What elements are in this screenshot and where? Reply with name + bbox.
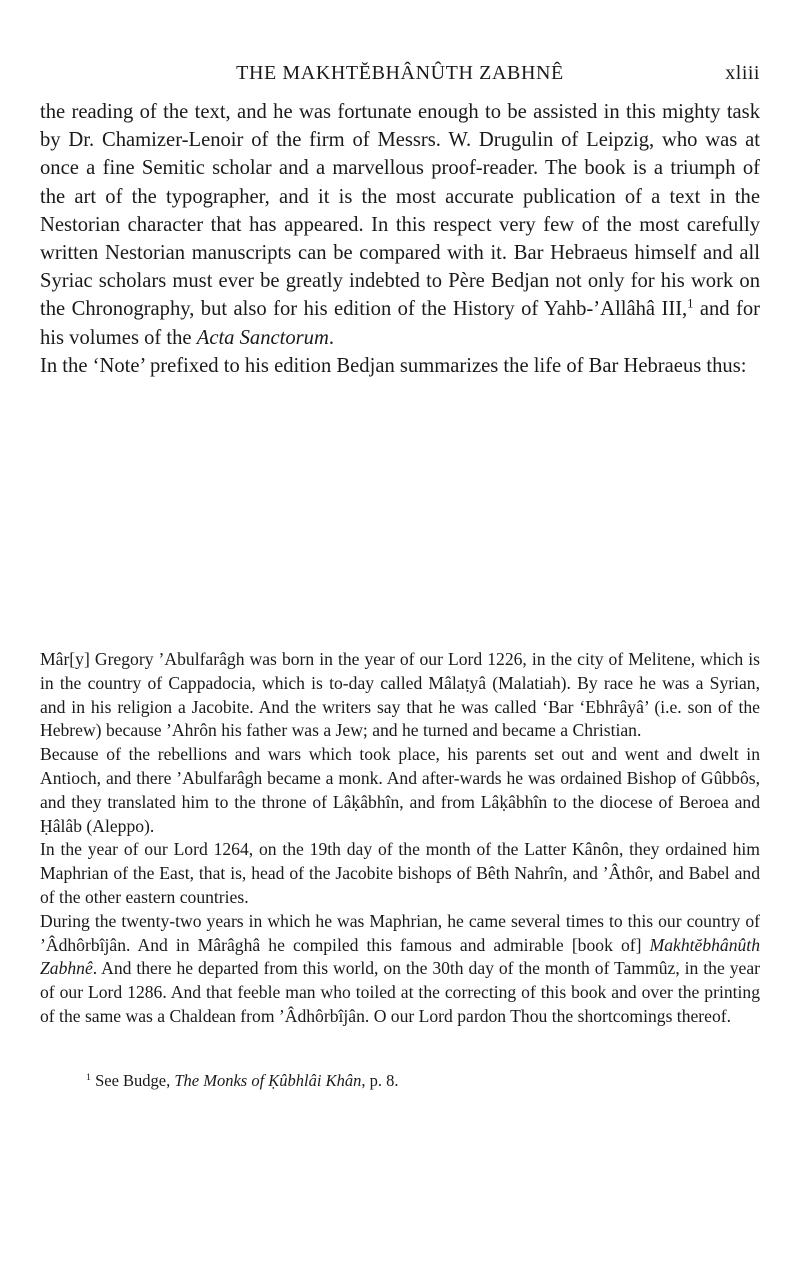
- quote-paragraph-2: Because of the rebellions and wars which took place, his parents set out and went and dwelt in Antioch, and there ’Abulfarâgh became a monk. And after-wards he was ordained Bishop of Gûbbôs, and they translated him to the throne of Lâḳâbhîn, and from Lâḳâbhîn to the diocese of Beroea and Ḥâlâb (Aleppo).: [40, 744, 760, 836]
- quote-paragraph-4: [40, 910, 760, 1029]
- paragraph-1-text-b: and for his volumes of the: [40, 298, 760, 349]
- paragraph-2: In the ‘Note’ prefixed to his edition Bedjan summarizes the life of Bar Hebraeus thus:: [40, 354, 747, 377]
- paragraph-1-text-a: the reading of the text, and he was fortunate enough to be assisted in this mighty task by Dr. Chamizer-Lenoir of the firm of Messrs. W. Drugulin of Leipzig, who was at once a fine Semitic scholar and a marvellous proof-reader. The book is a triumph of the art of the typographer, and it is the most accurate publication of a text in the Nestorian character that has appeared. In this respect very few of the most carefully written Nestorian manuscripts can be compared with it. Bar Hebraeus himself and all Syriac scholars must ever be greatly indebted to Père Bedjan not only for his work on the Chronography, but also for his edition of the History of Yahb-’Allâhâ III,: [40, 101, 760, 321]
- quote-paragraph-3: In the year of our Lord 1264, on the 19th day of the month of the Latter Kânôn, they ordained him Maphrian of the East, that is, head of the Jacobite bishops of Bêth Nahrîn, and ’Âthôr, and Babel and of the other eastern countries.: [40, 839, 760, 907]
- footnote: [40, 1070, 760, 1092]
- footnote-mark: 1: [86, 1072, 91, 1084]
- quote-paragraph-4-text-a: During the twenty-two years in which he was Maphrian, he came several times to this our country of ’Âdhôrbîjân. And in Mârâghâ he compiled this famous and admirable [book of]: [40, 910, 760, 955]
- paragraph-1-text-c: .: [328, 326, 335, 349]
- page-header: [40, 62, 760, 92]
- main-text: [40, 98, 760, 380]
- quote-paragraph-1: Mâr[y] Gregory ’Abulfarâgh was born in the year of our Lord 1226, in the city of Melitene, which is in the country of Cappadocia, which is to-day called Mâlaṭyâ (Malatiah). By race he was a Syrian, and in his religion a Jacobite. And the writers say that he was called ‘Bar ‘Ebhrâyâ’ (i.e. son of the Hebrew) because ’Ahrôn his father was a Jew; and he turned and became a Christian.: [40, 649, 760, 741]
- running-head: THE MAKHTĔBHÂNÛTH ZABHNÊ: [236, 62, 564, 84]
- acta-sanctorum-title: Acta Sanctorum: [196, 326, 329, 349]
- page-number: xliii: [725, 62, 760, 84]
- footnote-reference: 1: [687, 297, 694, 312]
- footnote-text-b: , p. 8.: [361, 1071, 399, 1090]
- paragraph-1: [40, 98, 760, 352]
- book-title: Makhtĕbhânûth Zabhnê: [40, 934, 760, 979]
- footnote-title: The Monks of Ḳûbhlâi Khân: [174, 1071, 362, 1090]
- footnote-text-a: See Budge,: [90, 1071, 175, 1090]
- quote-paragraph-4-text-b: . And there he departed from this world, on the 30th day of the month of Tammûz, in the year of our Lord 1286. And that feeble man who toiled at the correcting of this book and over the printing of the same was a Chaldean from ’Âdhôrbîjân. O our Lord pardon Thou the shortcomings thereof.: [40, 958, 760, 1026]
- block-quote: [40, 648, 760, 1029]
